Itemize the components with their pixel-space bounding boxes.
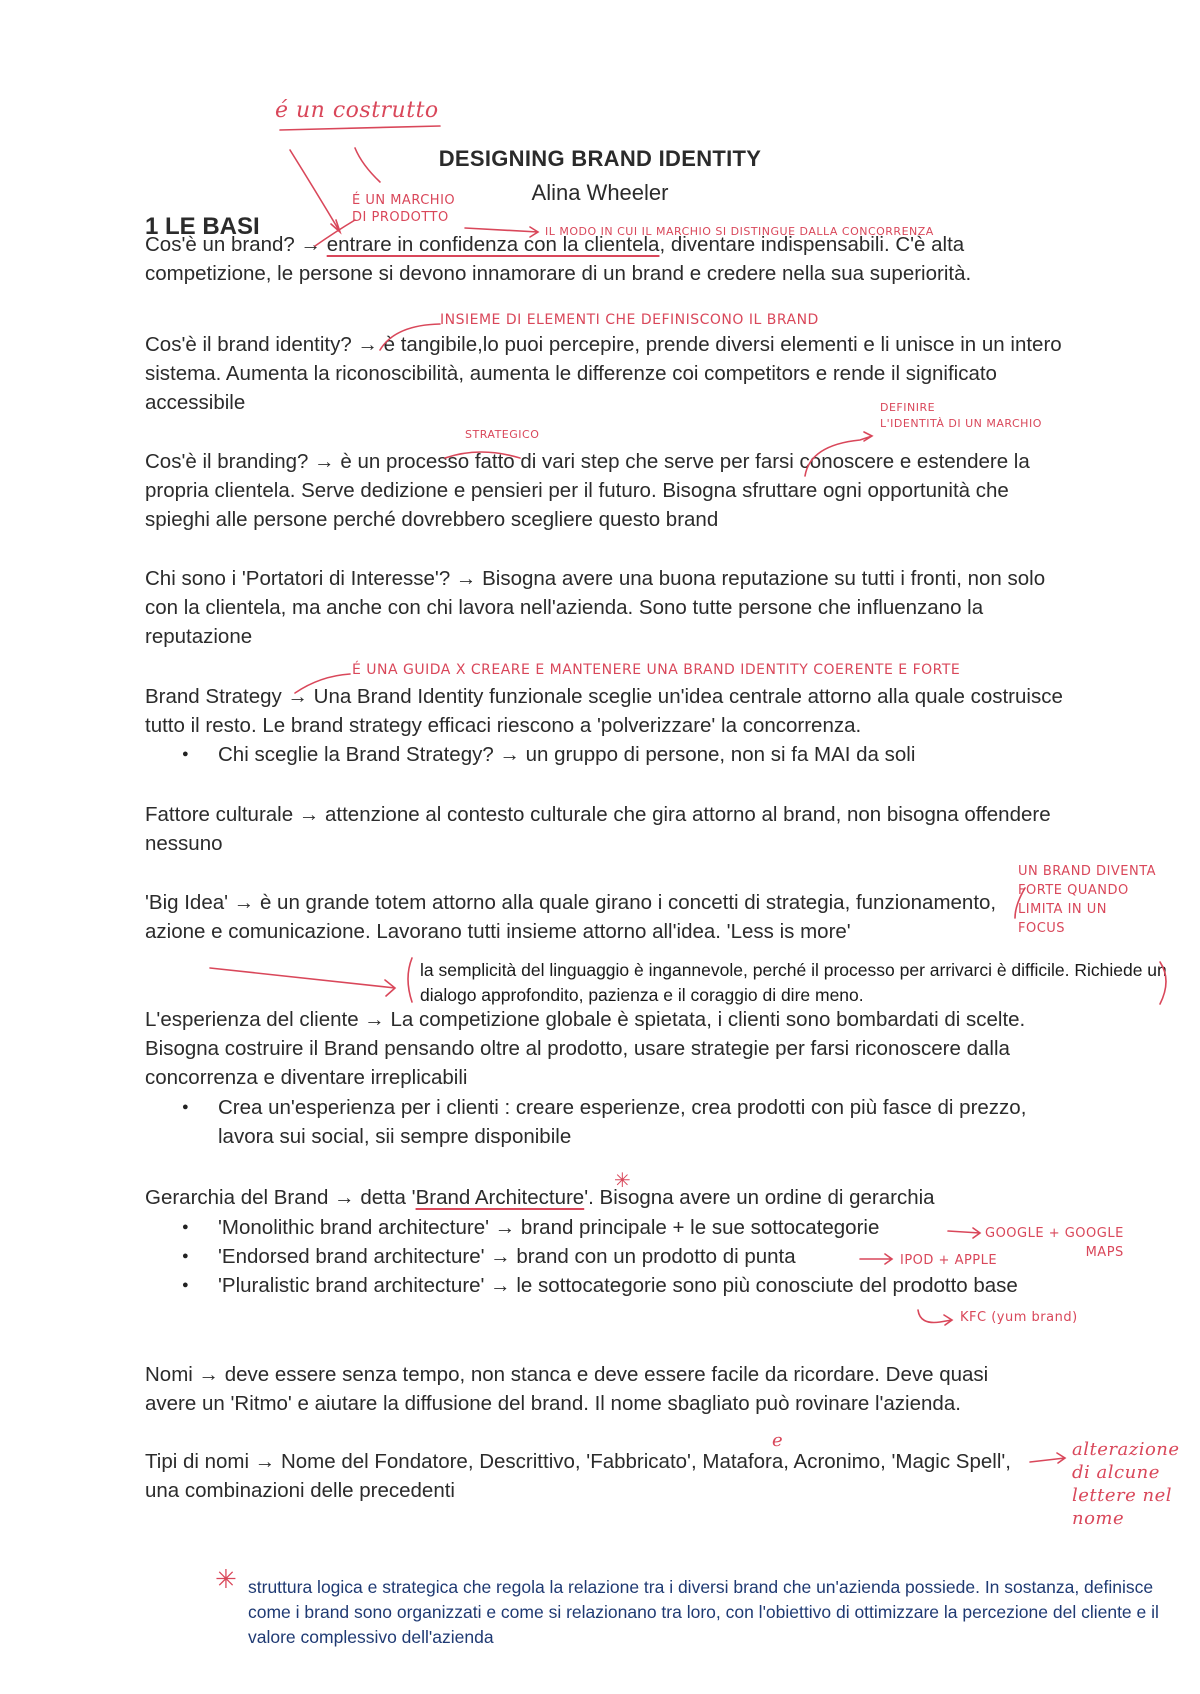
- doc-title: DESIGNING BRAND IDENTITY: [438, 146, 762, 171]
- underline-stroke: [280, 126, 440, 130]
- paragraph-big-idea: 'Big Idea' → è un grande totem attorno alla quale girano i concetti di strategia, funzionamento, azione e comunicazione. Lavorano tutti insieme attorno all'idea. 'Less is more': [145, 891, 997, 943]
- paragraph-text: Gerarchia del Brand → detta ': [145, 1186, 416, 1209]
- paragraph-names: Nomi → deve essere senza tempo, non stanca e deve essere facile da ricordare. Deve quasi avere un 'Ritmo' e aiutare la diffusione del brand. Il nome sbagliato può rovinare l'azienda.: [145, 1363, 989, 1415]
- paragraph-text: Cos'è un brand? →: [145, 233, 327, 256]
- annotation-e-correction: e: [772, 1430, 784, 1451]
- underlined-text: Brand Architecture: [415, 1186, 585, 1209]
- list-item: ● 'Monolithic brand architecture' → brand principale + le sue sottocategorie: [218, 1213, 1068, 1242]
- paragraph-name-types: Tipi di nomi → Nome del Fondatore, Descrittivo, 'Fabbricato', Matafora, Acronimo, 'Magic Spell', una combinazioni delle precedenti: [145, 1450, 1011, 1502]
- paragraph-text: '. Bisogna avere un ordine di gerarchia: [584, 1186, 935, 1209]
- annotation-definire: DEFINIRE L'IDENTITÀ DI UN MARCHIO: [880, 401, 1042, 430]
- annotation-guida: É UNA GUIDA X CREARE E MANTENERE UNA BRAND IDENTITY COERENTE E FORTE: [352, 662, 961, 678]
- list-item: ● Chi sceglie la Brand Strategy? → un gruppo di persone, non si fa MAI da soli: [218, 740, 1068, 769]
- paragraph-customer-experience: L'esperienza del cliente → La competizione globale è spietata, i clienti sono bombardati di scelte. Bisogna costruire il Brand pensando oltre al prodotto, usare strategie per farsi riconoscere dalla concorrenza e diventare irreplicabili: [145, 1008, 1026, 1089]
- doc-author: Alina Wheeler: [531, 180, 669, 205]
- paragraph-cultural-factor: Fattore culturale → attenzione al contesto culturale che gira attorno al brand, non bisogna offendere nessuno: [145, 803, 1051, 855]
- annotation-google: GOOGLE + GOOGLE MAPS: [985, 1226, 1124, 1260]
- paragraph-branding: Cos'è il branding? → è un processo fatto di vari step che serve per farsi conoscere e estendere la propria clientela. Serve dedizione e pensieri per il futuro. Bisogna sfruttare ogni opportunità che spieghi alle persone perché dovrebbero scegliere questo brand: [145, 450, 1030, 531]
- list-item: ● 'Endorsed brand architecture' → brand con un prodotto di punta: [218, 1242, 1068, 1271]
- paragraph-brand-identity: Cos'è il brand identity? → è tangibile,lo puoi percepire, prende diversi elementi e li unisce in un intero sistema. Aumenta la riconoscibilità, aumenta le differenze coi competitors e rende il significato accessibile: [145, 333, 1062, 414]
- footnote: struttura logica e strategica che regola la relazione tra i diversi brand che un'azienda possiede. In sostanza, definisce come i brand sono organizzati e come si relazionano tra loro, con l'obiettivo di ottimizzare la percezione del cliente e il valore complessivo dell'azienda: [248, 1577, 1159, 1647]
- paragraph-stakeholders: Chi sono i 'Portatori di Interesse'? → Bisogna avere una buona reputazione su tutti i fronti, non solo con la clientela, ma anche con chi lavora nell'azienda. Sono tutte persone che influenzano la reputazione: [145, 567, 1046, 648]
- annotation-insieme: INSIEME DI ELEMENTI CHE DEFINISCONO IL BRAND: [440, 312, 819, 328]
- paragraph-brand: [145, 230, 1075, 288]
- annotation-modo: IL MODO IN CUI IL MARCHIO SI DISTINGUE DALLA CONCORRENZA: [545, 225, 934, 238]
- annotation-strategico: STRATEGICO: [465, 428, 540, 441]
- section-heading: 1 LE BASI: [145, 213, 260, 240]
- paragraph-brand-hierarchy: [145, 1183, 1075, 1212]
- bracket-line: [408, 958, 412, 1002]
- annotation-alterazione: alterazione di alcune lettere nel nome: [1072, 1439, 1180, 1529]
- annotation-kfc: KFC (yum brand): [960, 1310, 1078, 1325]
- handwritten-quote: la semplicità del linguaggio è ingannevole, perché il processo per arrivarci è difficile. Richiede un dialogo approfondito, pazienza e il coraggio di dire meno.: [420, 960, 1167, 1005]
- paragraph-text: , diventare indispensabili. C'è alta competizione, le persone si devono innamorare di un brand e credere nella sua superiorità.: [145, 233, 972, 285]
- annotation-marchio: É UN MARCHIO DI PRODOTTO: [352, 193, 456, 225]
- list-item: ● Crea un'esperienza per i clienti : creare esperienze, crea prodotti con più fasce di prezzo, lavora sui social, sii sempre disponibile: [218, 1093, 1068, 1151]
- annotation-ipod: IPOD + APPLE: [900, 1253, 998, 1268]
- asterisk-icon: ✳: [215, 1565, 238, 1595]
- underlined-text: entrare in confidenza con la clientela: [326, 233, 660, 256]
- arrow-line: [918, 1310, 952, 1325]
- annotation-forte: UN BRAND DIVENTA FORTE QUANDO LIMITA IN UN FOCUS: [1018, 864, 1157, 936]
- arrow-line: [210, 968, 395, 996]
- paragraph-brand-strategy: Brand Strategy → Una Brand Identity funzionale sceglie un'idea centrale attorno alla quale costruisce tutto il resto. Le brand strategy efficaci riescono a 'polverizzare' la concorrenza.: [145, 685, 1063, 737]
- annotation-construct: é un costrutto: [275, 98, 439, 123]
- asterisk-icon: ✳: [614, 1168, 632, 1192]
- list-item: ● 'Pluralistic brand architecture' → le sottocategorie sono più conosciute del prodotto base: [218, 1271, 1058, 1300]
